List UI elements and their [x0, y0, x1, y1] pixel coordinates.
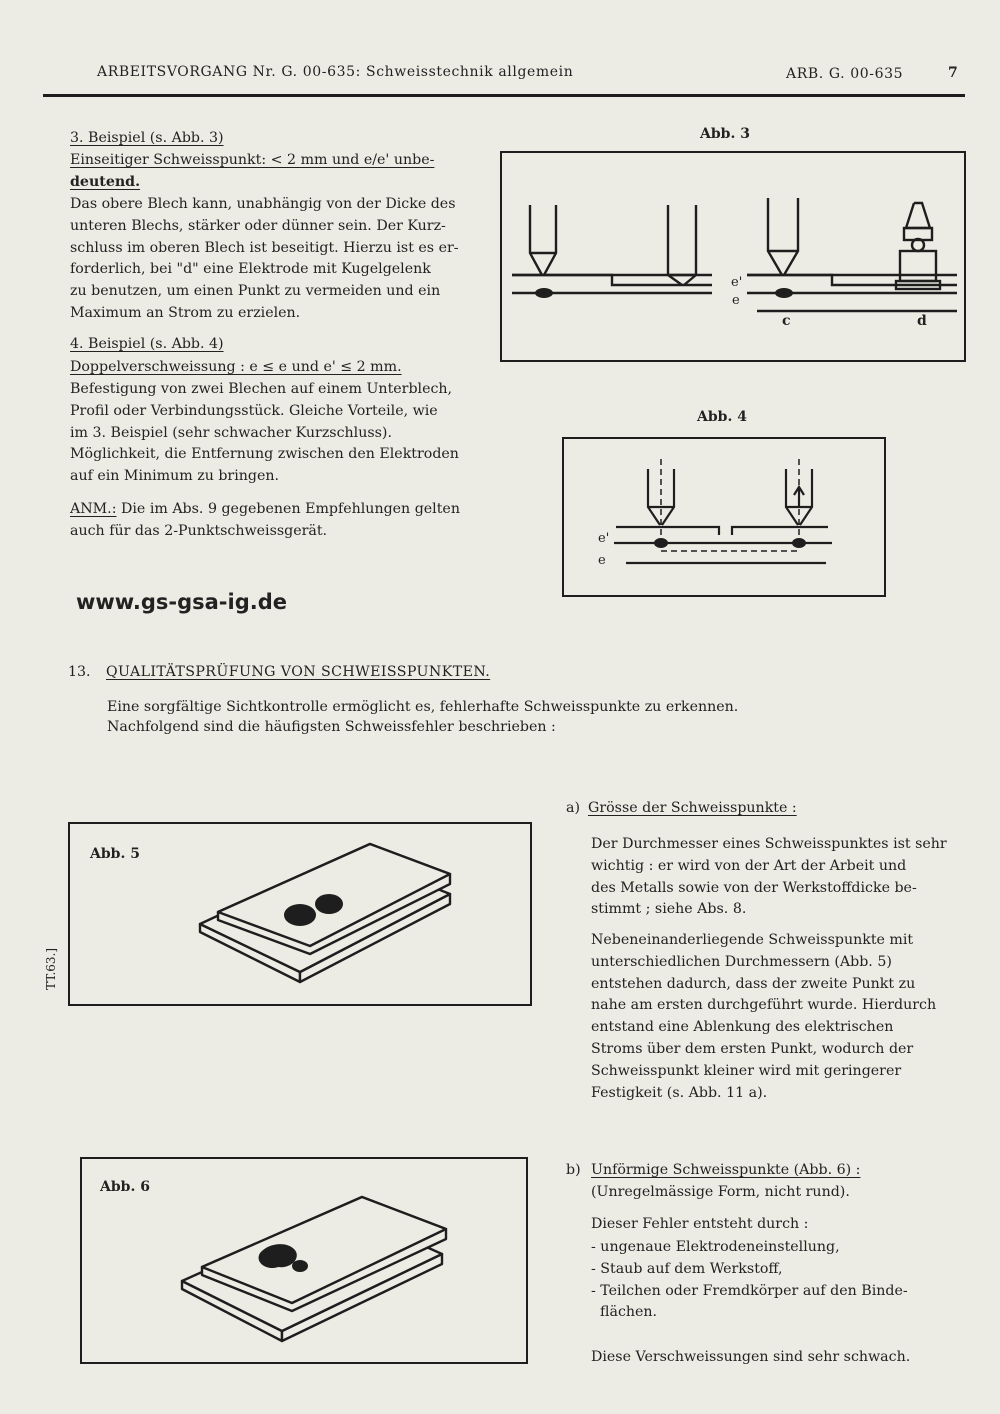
text-line: Maximum an Strom zu erzielen. — [70, 304, 301, 321]
b-conclusion: Diese Verschweissungen sind sehr schwach. — [591, 1349, 911, 1365]
section-intro-1: Eine sorgfältige Sichtkontrolle ermöglicht es, fehlerhafte Schweisspunkte zu erkennen. — [107, 699, 739, 715]
weld-spot — [792, 538, 806, 548]
abb3-label-e2: e — [732, 293, 740, 308]
anm-text-2: auch für das 2-Punktschweissgerät. — [70, 522, 328, 539]
abb5-caption: Abb. 5 — [90, 846, 140, 862]
text-line: Der Durchmesser eines Schweisspunktes ist sehr — [591, 836, 947, 852]
text-line: schluss im oberen Blech ist beseitigt. Hierzu ist es er- — [70, 239, 459, 256]
header-rule — [43, 94, 965, 97]
b4-sub: Doppelverschweissung : e ≤ e und e' ≤ 2 mm. — [70, 359, 402, 375]
page-number: 7 — [948, 65, 959, 81]
b-title: Unförmige Schweisspunkte (Abb. 6) : — [591, 1162, 861, 1178]
abb5-figure — [68, 822, 532, 1006]
text-line: zu benutzen, um einen Punkt zu vermeiden und ein — [70, 283, 441, 300]
text-line: unterschiedlichen Durchmessern (Abb. 5) — [591, 953, 892, 970]
side-code: TT.63.] — [44, 947, 58, 990]
weld-spot — [284, 904, 316, 926]
text-line: Festigkeit (s. Abb. 11 a). — [591, 1084, 768, 1101]
list-item: flächen. — [591, 1304, 658, 1321]
b4-body — [70, 379, 459, 488]
abb3-label-d: d — [917, 313, 927, 329]
b-intro: Dieser Fehler entsteht durch : — [591, 1216, 809, 1232]
list-item: - Staub auf dem Werkstoff, — [591, 1260, 783, 1277]
list-item: - Teilchen oder Fremdkörper auf den Binde- — [591, 1282, 908, 1299]
header-title: ARBEITSVORGANG Nr. G. 00-635: Schweisstechnik allgemein — [97, 64, 574, 80]
abb4-caption: Abb. 4 — [697, 409, 747, 425]
anm-note — [70, 499, 460, 543]
weld-spot — [292, 1260, 308, 1272]
a-paragraph-2 — [591, 930, 936, 1104]
text-line: Schweisspunkt kleiner wird mit geringerer — [591, 1062, 902, 1079]
abb3-caption: Abb. 3 — [700, 126, 750, 142]
text-line: Nebeneinanderliegende Schweisspunkte mit — [591, 932, 914, 948]
a-title: Grösse der Schweisspunkte : — [588, 800, 797, 816]
b3-title: 3. Beispiel (s. Abb. 3) — [70, 130, 224, 146]
abb4-figure — [562, 437, 886, 597]
text-line: auf ein Minimum zu bringen. — [70, 468, 280, 485]
text-line: entstand eine Ablenkung des elektrischen — [591, 1019, 894, 1036]
abb6-caption: Abb. 6 — [100, 1179, 150, 1195]
text-line: Das obere Blech kann, unabhängig von der Dicke des — [70, 196, 456, 212]
b3-sub2: deutend. — [70, 174, 141, 190]
anm-label: ANM.: — [70, 501, 117, 517]
section-title: QUALITÄTSPRÜFUNG VON SCHWEISSPUNKTEN. — [106, 664, 491, 680]
text-line: im 3. Beispiel (sehr schwacher Kurzschluss). — [70, 424, 392, 441]
weld-spot — [315, 894, 343, 914]
text-line: stimmt ; siehe Abs. 8. — [591, 901, 747, 918]
list-item: - ungenaue Elektrodeneinstellung, — [591, 1239, 840, 1255]
a-paragraph-1 — [591, 834, 947, 921]
b-subtitle: (Unregelmässige Form, nicht rund). — [591, 1184, 850, 1200]
text-line: nahe am ersten durchgeführt wurde. Hierdurch — [591, 997, 937, 1014]
abb3-drawing — [502, 153, 964, 360]
b-label: b) — [566, 1162, 581, 1178]
text-line: Stroms über dem ersten Punkt, wodurch der — [591, 1040, 914, 1057]
section-number: 13. — [68, 664, 91, 680]
text-line: unteren Blechs, stärker oder dünner sein. Der Kurz- — [70, 217, 446, 234]
abb4-label-e2: e — [598, 553, 606, 568]
text-line: des Metalls sowie von der Werkstoffdicke be- — [591, 879, 917, 896]
b3-sub1: Einseitiger Schweisspunkt: < 2 mm und e/e' unbe- — [70, 152, 435, 168]
abb3-label-e1: e' — [731, 275, 743, 290]
anm-text: Die im Abs. 9 gegebenen Empfehlungen gelten — [116, 501, 460, 517]
b-list — [591, 1237, 908, 1324]
abb6-figure — [80, 1157, 528, 1364]
abb4-label-e1: e' — [598, 531, 610, 546]
header-arb: ARB. G. 00-635 — [786, 66, 904, 82]
text-line: Profil oder Verbindungsstück. Gleiche Vorteile, wie — [70, 402, 438, 419]
abb5-drawing — [70, 824, 530, 1004]
text-line: entstehen dadurch, dass der zweite Punkt zu — [591, 975, 916, 992]
watermark: www.gs-gsa-ig.de — [76, 590, 287, 614]
b4-title: 4. Beispiel (s. Abb. 4) — [70, 336, 224, 352]
a-label: a) — [566, 800, 580, 816]
text-line: Befestigung von zwei Blechen auf einem Unterblech, — [70, 381, 453, 397]
text-line: wichtig : er wird von der Art der Arbeit und — [591, 857, 907, 874]
weld-spot — [775, 288, 793, 298]
b3-body — [70, 194, 459, 325]
weld-spot — [535, 288, 553, 298]
abb3-figure — [500, 151, 966, 362]
section-intro-2: Nachfolgend sind die häufigsten Schweissfehler beschrieben : — [107, 719, 556, 735]
text-line: Möglichkeit, die Entfernung zwischen den Elektroden — [70, 446, 459, 463]
abb3-label-c: c — [782, 313, 791, 329]
weld-spot — [654, 538, 668, 548]
text-line: forderlich, bei "d" eine Elektrode mit Kugelgelenk — [70, 261, 431, 278]
abb4-drawing — [564, 439, 884, 595]
abb6-drawing — [82, 1159, 526, 1362]
